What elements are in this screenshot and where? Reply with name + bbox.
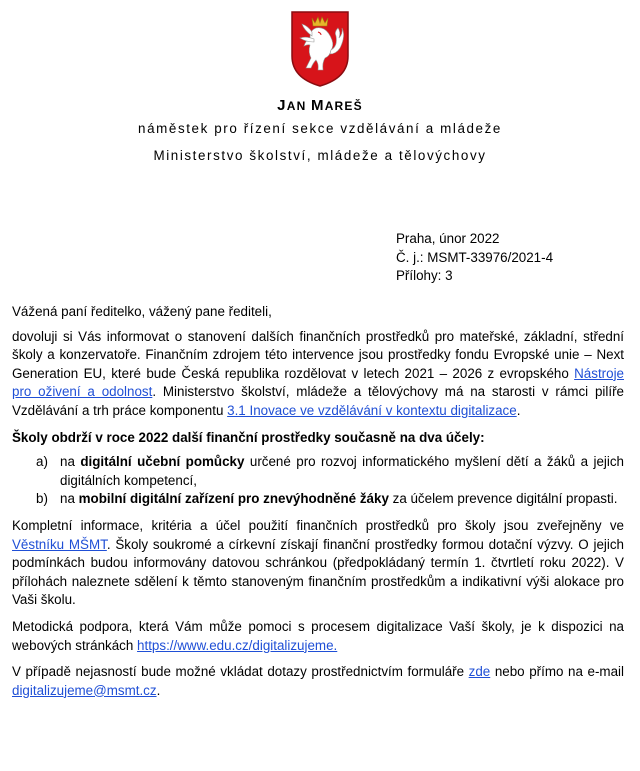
place-date: Praha, únor 2022 <box>396 231 500 246</box>
letter-metadata <box>396 230 553 286</box>
salutation: Vážená paní ředitelko, vážený pane řediteli, <box>12 304 272 319</box>
link-recovery-facility[interactable]: Nástroje pro oživení a odolnost <box>12 365 624 400</box>
link-email[interactable]: digitalizujeme@msmt.cz <box>12 682 157 698</box>
link-vestnik-msmt[interactable]: Věstníku MŠMT <box>12 536 107 552</box>
list-item: b) na mobilní digitální zařízení pro znevýhodněné žáky za účelem prevence digitální propasti. <box>36 491 618 507</box>
paragraph-intro: dovoluji si Vás informovat o stanovení dalších finančních prostředků pro mateřské, základní, střední školy a konzervatoře. Finančním zdrojem této intervence jsou prostředky fondu Evropské unie – Next Generation EU, které bude Česká republika rozdělovat v letech 2021 – 2026 z evropského Nástroje pro oživení a odolnost. Ministerstvo školství, mládeže a tělovýchovy má na starosti v rámci pilíře Vzdělávání a trh práce komponentu 3.1 Inovace ve vzdělávání v kontextu digitalizace. <box>12 328 624 418</box>
link-edu-digitalizujeme[interactable]: https://www.edu.cz/digitalizujeme. <box>137 637 338 653</box>
paragraph-information: Kompletní informace, kritéria a účel použití finančních prostředků pro školy jsou zveřejněny ve Věstníku MŠMT. Školy soukromé a církevní získají finanční prostředky formou dotační výzvy. O jejich podmínkách budou informovány datovou schránkou (předpokládaný termín 1. čtvrtletí roku 2022). V přílohách naleznete sdělení k těmto stanoveným finančním prostředkům a indikativní výši alokace pro Vaši školu. <box>12 517 625 608</box>
sender-name: JAN MAREŠ <box>277 97 363 114</box>
ministry-name: Ministerstvo školství, mládeže a tělovýchovy <box>153 148 487 163</box>
purpose-heading: Školy obdrží v roce 2022 další finanční prostředky současně na dva účely: <box>12 429 485 445</box>
list-item: a) na digitální učební pomůcky určené pro rozvoj informatického myšlení dětí a žáků a jejich digitálních kompetencí, <box>36 454 624 488</box>
link-form-here[interactable]: zde <box>468 664 491 680</box>
paragraph-support: Metodická podpora, která Vám může pomoci s procesem digitalizace Vaší školy, je k dispozici na webových stránkách https://www.edu.cz/digitalizujeme. <box>12 618 624 653</box>
czech-coat-of-arms-icon <box>288 8 352 88</box>
attachments-count: Přílohy: 3 <box>396 268 453 283</box>
link-component-3-1[interactable]: 3.1 Inovace ve vzdělávání v kontextu digitalizace <box>227 402 517 418</box>
letter-body <box>12 303 624 708</box>
reference-number: Č. j.: MSMT-33976/2021-4 <box>396 249 554 265</box>
paragraph-contact: V případě nejasností bude možné vkládat dotazy prostřednictvím formuláře zde nebo přímo na e-mail digitalizujeme@msmt.cz. <box>12 664 624 698</box>
sender-role: náměstek pro řízení sekce vzdělávání a mládeže <box>138 121 502 136</box>
purpose-list <box>12 453 624 509</box>
